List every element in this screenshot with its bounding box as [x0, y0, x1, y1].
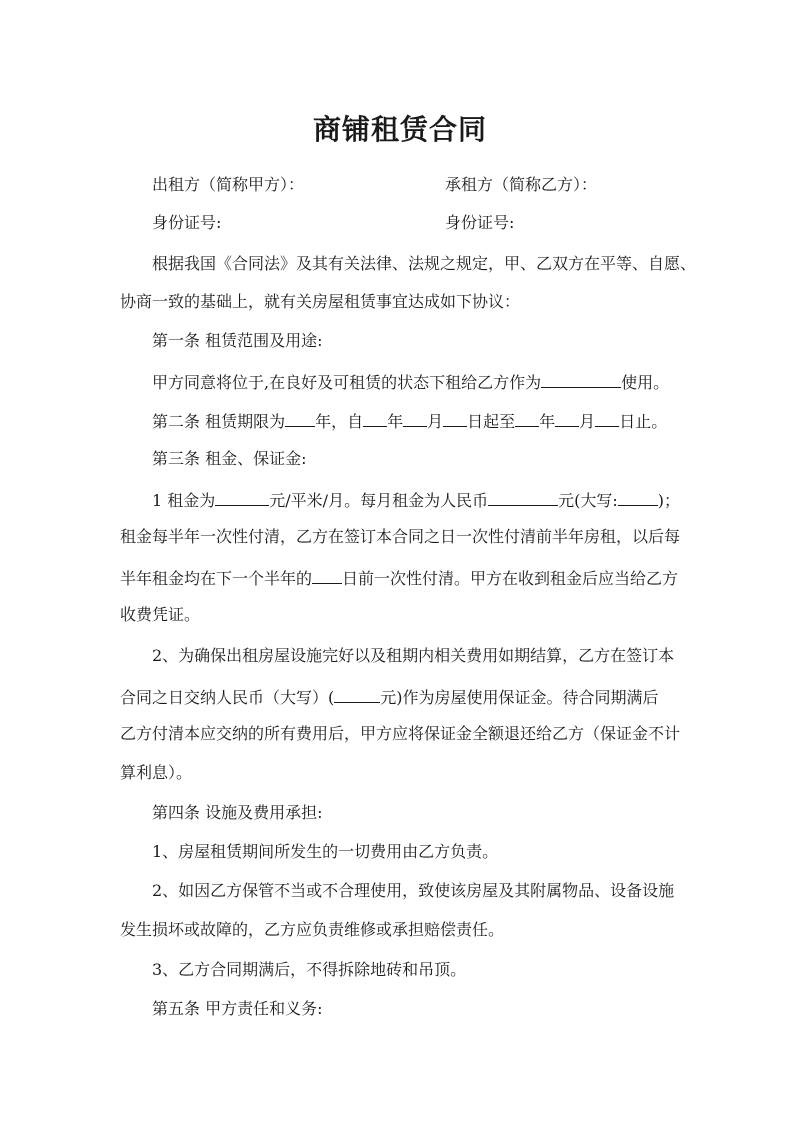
deposit-line-4: 算利息）。 — [120, 763, 193, 782]
end-year-blank — [515, 408, 539, 427]
rent-part-a: 1 租金为 — [152, 491, 216, 510]
end-day-blank — [595, 408, 619, 427]
article1-text — [152, 369, 669, 394]
start-day-blank — [443, 408, 467, 427]
rent-part-c: 元(大写: — [558, 491, 618, 510]
usage-blank — [541, 369, 621, 388]
lessor-label: 出租方（简称甲方）： — [152, 175, 305, 194]
article5-heading: 第五条 甲方责任和义务: — [152, 999, 323, 1018]
article2-part-3: 年 — [387, 412, 404, 431]
rent-part-f: 日前一次性付清。甲方在收到租金后应当给乙方 — [342, 569, 679, 588]
article2-part-6: 年 — [539, 412, 556, 431]
deposit-amount-blank — [334, 684, 380, 703]
article2-part-1: 第二条 租赁期限为 — [152, 412, 286, 431]
lessee-id-label: 身份证号: — [445, 213, 515, 232]
deposit-part-a: 合同之日交纳人民币（大写）( — [120, 688, 335, 707]
article1-text-b: 使用。 — [621, 373, 670, 392]
article4-item-2-line-1: 2、如因乙方保管不当或不合理使用，致使该房屋及其附属物品、设备设施 — [152, 881, 675, 900]
article4-item-3: 3、乙方合同期满后，不得拆除地砖和吊顶。 — [152, 960, 467, 979]
deposit-line-3: 乙方付清本应交纳的所有费用后，甲方应将保证金全额退还给乙方（保证金不计 — [120, 724, 681, 743]
deposit-part-b: 元)作为房屋使用保证金。待合同期满后 — [380, 688, 659, 707]
rent-line-1 — [152, 487, 680, 512]
preamble-line-2: 协商一致的基础上，就有关房屋租赁事宜达成如下协议： — [120, 292, 521, 311]
article1-heading: 第一条 租赁范围及用途: — [152, 331, 323, 350]
term-years-blank — [285, 408, 315, 427]
deposit-line-2 — [120, 684, 659, 709]
article4-item-2-line-2: 发生损坏或故障的，乙方应负责维修或承担赔偿责任。 — [120, 920, 505, 939]
article4-item-1: 1、房屋租赁期间所发生的一切费用由乙方负责。 — [152, 842, 499, 861]
rent-part-b: 元/平米/月。每月租金为人民币 — [269, 491, 489, 510]
article4-heading: 第四条 设施及费用承担: — [152, 803, 323, 822]
rent-line-4: 收费凭证。 — [120, 605, 201, 624]
article2-part-4: 月 — [427, 412, 444, 431]
start-month-blank — [403, 408, 427, 427]
payment-day-blank — [312, 565, 342, 584]
rent-per-sqm-blank — [215, 487, 269, 506]
rent-part-d: )； — [657, 491, 680, 510]
rent-part-e: 半年租金均在下一个半年的 — [120, 569, 313, 588]
article2-text — [152, 408, 667, 433]
rent-line-3 — [120, 565, 678, 590]
deposit-line-1: 2、为确保出租房屋设施完好以及租期内相关费用如期结算，乙方在签订本 — [152, 646, 675, 665]
article3-heading: 第三条 租金、保证金: — [152, 449, 307, 468]
rent-line-2: 租金每半年一次性付清，乙方在签订本合同之日一次性付清前半年房租，以后每 — [120, 527, 681, 546]
article2-part-8: 日止。 — [619, 412, 668, 431]
preamble-line-1: 根据我国《合同法》及其有关法律、法规之规定，甲、乙双方在平等、自愿、 — [152, 254, 697, 273]
lessor-id-label: 身份证号: — [152, 213, 222, 232]
page-title: 商铺租赁合同 — [312, 113, 487, 146]
rent-capital-blank — [618, 487, 658, 506]
monthly-rent-blank — [488, 487, 558, 506]
lessee-label: 承租方（简称乙方）： — [445, 175, 598, 194]
article2-part-2: 年，自 — [315, 412, 364, 431]
article1-text-a: 甲方同意将位于,在良好及可租赁的状态下租给乙方作为 — [152, 373, 542, 392]
article2-part-5: 日起至 — [467, 412, 516, 431]
article2-part-7: 月 — [579, 412, 596, 431]
end-month-blank — [555, 408, 579, 427]
start-year-blank — [363, 408, 387, 427]
